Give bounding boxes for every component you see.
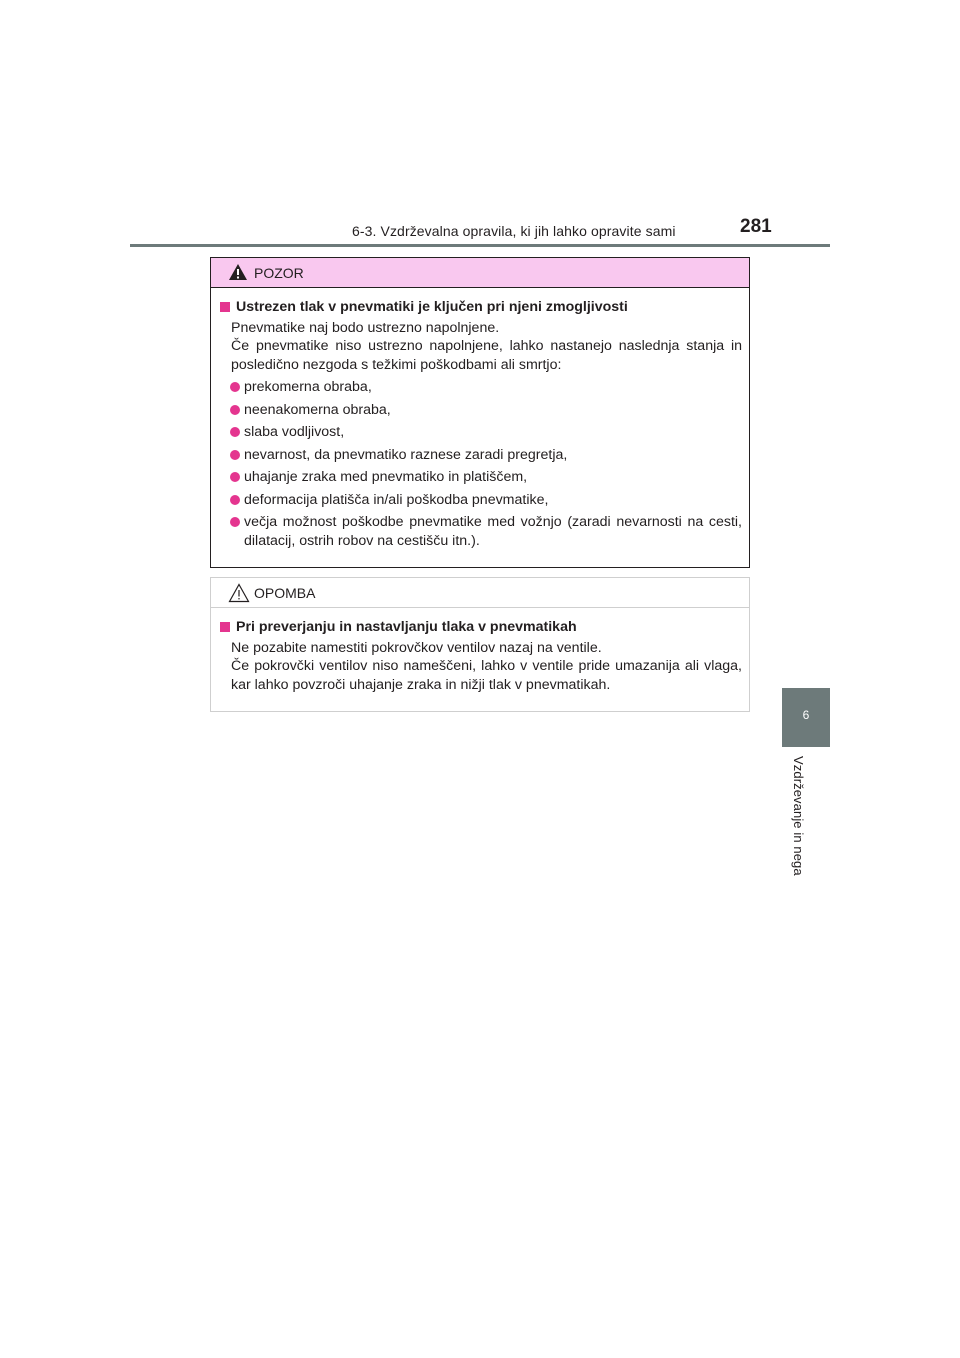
list-item (220, 423, 742, 442)
chapter-title: Vzdrževanje in nega (791, 756, 806, 876)
list-item (220, 513, 742, 550)
list-item-text: večja možnost poškodbe pnevmatike med vožnjo (zaradi nevarnosti na cesti, dilatacij, ostrih robov na cestišču itn.). (244, 514, 742, 549)
square-bullet-icon (220, 622, 230, 632)
list-item-text: slaba vodljivost, (244, 424, 345, 440)
page-number: 281 (740, 216, 772, 237)
caution-box (210, 257, 750, 568)
notice-text-1: Ne pozabite namestiti pokrovčkov ventilov nazaj na ventile. (231, 639, 602, 656)
list-item-text: neenakomerna obraba, (244, 401, 391, 418)
warning-icon (228, 263, 248, 281)
caution-intro-1: Pnevmatike naj bodo ustrezno napolnjene. (231, 319, 500, 336)
circle-bullet-icon (230, 517, 240, 527)
list-item (220, 401, 742, 420)
notice-text-2: Če pokrovčki ventilov niso nameščeni, lahko v ventile pride umazanija ali vlaga, kar lahko povzroči uhajanje zraka in nižji tlak v pnevmatikah. (231, 658, 742, 693)
caution-body (211, 288, 749, 550)
notice-heading (220, 618, 742, 637)
caution-bullet-list (220, 378, 742, 550)
notice-title: OPOMBA (254, 585, 316, 601)
caution-header (211, 258, 749, 288)
section-title: 6-3. Vzdrževalna opravila, ki jih lahko opravite sami (352, 223, 676, 239)
circle-bullet-icon (230, 405, 240, 415)
list-item-text: prekomerna obraba, (244, 379, 372, 395)
circle-bullet-icon (230, 427, 240, 437)
circle-bullet-icon (230, 495, 240, 505)
chapter-number: 6 (802, 708, 810, 722)
circle-bullet-icon (230, 382, 240, 392)
caution-title: POZOR (254, 265, 304, 281)
warning-outline-icon (228, 583, 250, 603)
square-bullet-icon (220, 302, 230, 312)
chapter-tab (782, 688, 830, 747)
notice-box (210, 577, 750, 712)
notice-header (211, 578, 749, 608)
list-item (220, 446, 742, 465)
list-item-text: deformacija platišča in/ali poškodba pnevmatike, (244, 491, 549, 508)
notice-heading-text: Pri preverjanju in nastavljanju tlaka v pnevmatikah (236, 619, 577, 635)
notice-body (211, 608, 749, 694)
list-item (220, 378, 742, 397)
list-item (220, 491, 742, 510)
list-item-text: nevarnost, da pnevmatiko raznese zaradi pregretja, (244, 446, 568, 463)
caution-intro-2: Če pnevmatike niso ustrezno napolnjene, lahko nastanejo naslednja stanja in posledično nezgoda s težkimi poškodbami ali smrtjo: (231, 338, 742, 373)
circle-bullet-icon (230, 472, 240, 482)
circle-bullet-icon (230, 450, 240, 460)
list-item-text: uhajanje zraka med pnevmatiko in platiščem, (244, 469, 528, 485)
list-item (220, 468, 742, 487)
caution-heading (220, 298, 742, 317)
caution-heading-text: Ustrezen tlak v pnevmatiki je ključen pri njeni zmogljivosti (236, 299, 628, 315)
header-divider (130, 244, 830, 247)
